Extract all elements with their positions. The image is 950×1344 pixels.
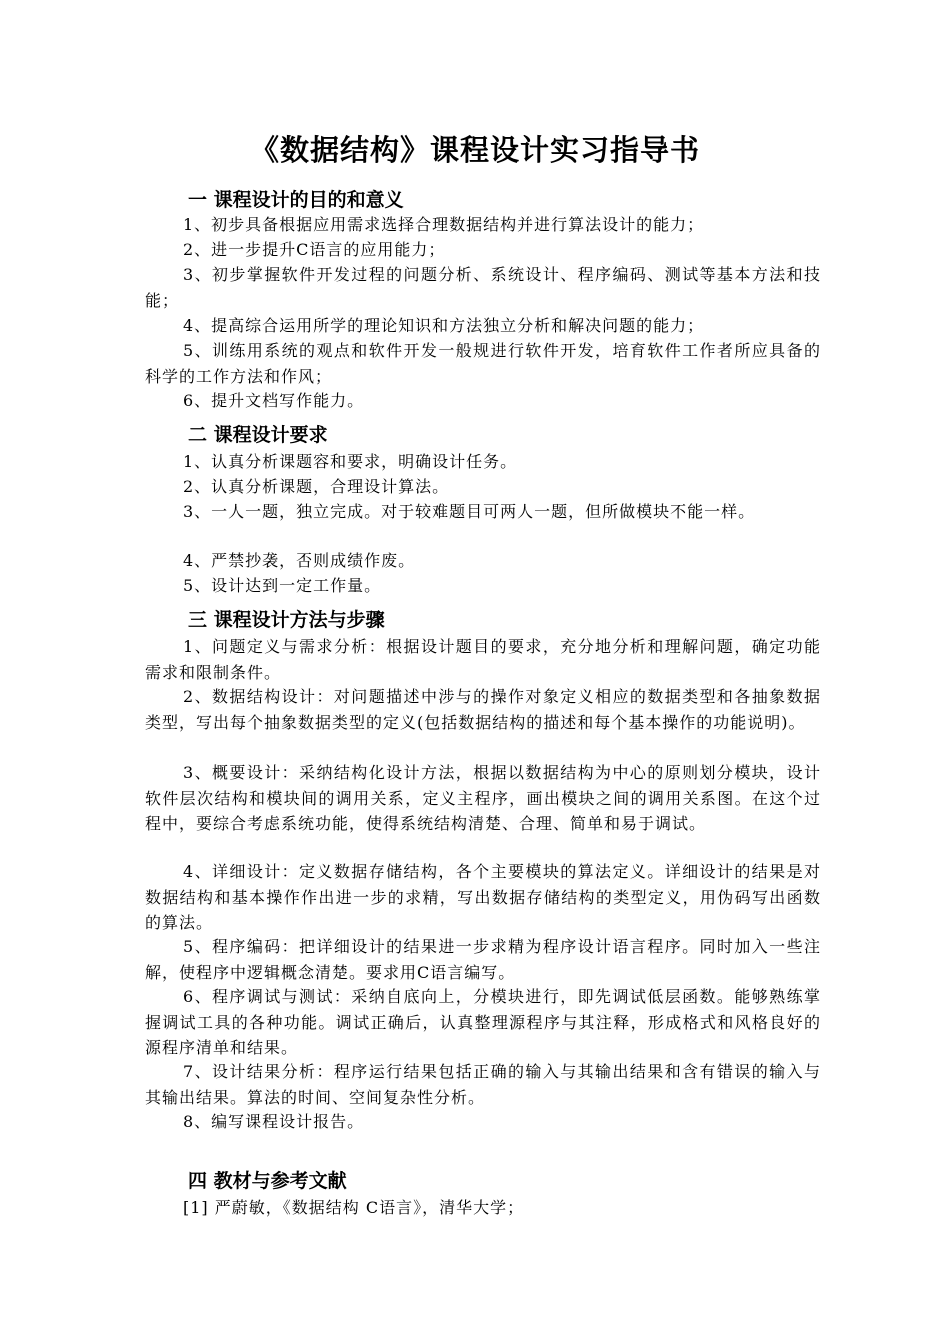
purpose-item-2: 2、进一步提升C语言的应用能力； <box>183 240 446 259</box>
method-item-5: 5、程序编码：把详细设计的结果进一步求精为程序设计语言程序。同时加入一些注解，使程序中逻辑概念清楚。要求用C语言编写。 <box>145 937 821 982</box>
purpose-item-6: 6、提升文档写作能力。 <box>183 391 365 410</box>
method-item-6: 6、程序调试与测试：采纳自底向上，分模块进行，即先调试低层函数。能够熟练掌握调试工具的各种功能。调试正确后，认真整理源程序与其注释，形成格式和风格良好的源程序清单和结果。 <box>145 987 821 1057</box>
requirement-item-2: 2、认真分析课题，合理设计算法。 <box>183 477 450 496</box>
method-item-4: 4、详细设计：定义数据存储结构，各个主要模块的算法定义。详细设计的结果是对数据结构和基本操作作出进一步的求精，写出数据存储结构的类型定义，用伪码写出函数的算法。 <box>145 862 821 932</box>
method-item-2: 2、数据结构设计：对问题描述中涉与的操作对象定义相应的数据类型和各抽象数据类型，写出每个抽象数据类型的定义(包括数据结构的描述和每个基本操作的功能说明)。 <box>145 687 821 732</box>
purpose-item-4: 4、提高综合运用所学的理论知识和方法独立分析和解决问题的能力； <box>183 316 705 335</box>
method-item-7: 7、设计结果分析：程序运行结果包括正确的输入与其输出结果和含有错误的输入与其输出结果。算法的时间、空间复杂性分析。 <box>145 1062 821 1107</box>
document-title: 《数据结构》课程设计实习指导书 <box>249 133 700 167</box>
reference-item-1: [1] 严蔚敏，《数据结构 C语言》，清华大学； <box>183 1198 525 1217</box>
requirement-item-5: 5、设计达到一定工作量。 <box>183 576 382 595</box>
purpose-item-3: 3、初步掌握软件开发过程的问题分析、系统设计、程序编码、测试等基本方法和技能； <box>145 265 821 310</box>
section-heading-methods: 三 课程设计方法与步骤 <box>188 609 385 631</box>
purpose-item-5: 5、训练用系统的观点和软件开发一般规进行软件开发，培育软件工作者所应具备的科学的工作方法和作风； <box>145 341 821 386</box>
section-heading-purpose: 一 课程设计的目的和意义 <box>188 189 404 211</box>
section-heading-references: 四 教材与参考文献 <box>188 1170 347 1192</box>
requirement-item-3: 3、一人一题，独立完成。对于较难题目可两人一题，但所做模块不能一样。 <box>183 502 756 521</box>
section-heading-requirements: 二 课程设计要求 <box>188 424 328 446</box>
requirement-item-1: 1、认真分析课题容和要求，明确设计任务。 <box>183 452 518 471</box>
method-item-8: 8、编写课程设计报告。 <box>183 1112 365 1131</box>
purpose-item-1: 1、初步具备根据应用需求选择合理数据结构并进行算法设计的能力； <box>183 215 705 234</box>
requirement-item-4: 4、严禁抄袭，否则成绩作废。 <box>183 551 416 570</box>
method-item-1: 1、问题定义与需求分析：根据设计题目的要求，充分地分析和理解问题，确定功能需求和限制条件。 <box>145 637 821 682</box>
method-item-3: 3、概要设计：采纳结构化设计方法，根据以数据结构为中心的原则划分模块，设计软件层次结构和模块间的调用关系，定义主程序，画出模块之间的调用关系图。在这个过程中，要综合考虑系统功能，使得系统结构清楚、合理、简单和易于调试。 <box>145 763 821 833</box>
